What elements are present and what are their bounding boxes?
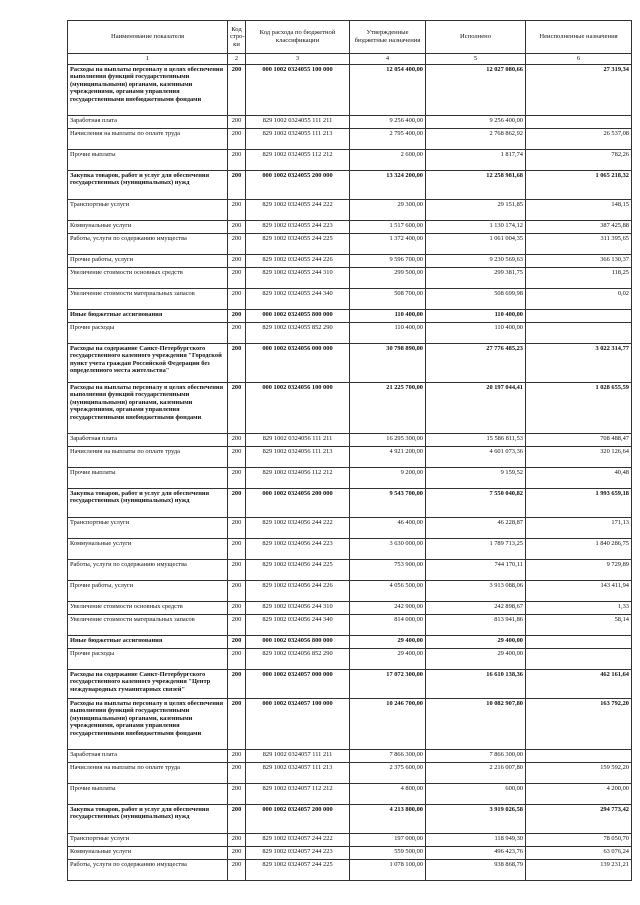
row-unexecuted-amount: 462 161,64 — [526, 669, 632, 698]
row-budget-code: 829 1002 0324057 111 213 — [246, 762, 350, 783]
row-line-code: 200 — [228, 288, 246, 309]
row-executed-amount: 1 817,74 — [426, 149, 526, 170]
row-name: Прочие расходы — [68, 648, 228, 669]
row-line-code: 200 — [228, 669, 246, 698]
row-approved-amount: 21 225 700,00 — [350, 382, 426, 433]
table-row — [68, 288, 632, 309]
row-budget-code: 000 1002 0324055 200 000 — [246, 170, 350, 199]
row-unexecuted-amount — [526, 322, 632, 343]
row-name: Заработная плата — [68, 433, 228, 446]
row-approved-amount: 12 054 400,00 — [350, 64, 426, 115]
table-row — [68, 267, 632, 288]
row-name: Начисления на выплаты по оплате труда — [68, 446, 228, 467]
budget-execution-table — [67, 20, 632, 881]
row-approved-amount: 1 517 600,00 — [350, 220, 426, 233]
column-number: 6 — [526, 54, 632, 65]
row-line-code: 200 — [228, 322, 246, 343]
row-name: Прочие выплаты — [68, 783, 228, 804]
row-budget-code: 829 1002 0324055 244 340 — [246, 288, 350, 309]
column-number: 1 — [68, 54, 228, 65]
row-unexecuted-amount: 143 411,94 — [526, 580, 632, 601]
header-bcc: Код расхода по бюджетной классификации — [246, 21, 350, 54]
row-budget-code: 829 1002 0324056 244 226 — [246, 580, 350, 601]
row-line-code: 200 — [228, 309, 246, 322]
row-name: Работы, услуги по содержанию имущества — [68, 559, 228, 580]
row-name: Расходы на выплаты персоналу в целях обеспечения выполнения функций государственными (муниципальными) органами, казенными учреждениями, органами управления государственными внебюджетными фондами — [68, 382, 228, 433]
row-budget-code: 829 1002 0324055 244 226 — [246, 254, 350, 267]
row-line-code: 200 — [228, 601, 246, 614]
row-approved-amount: 110 400,00 — [350, 322, 426, 343]
table-row — [68, 517, 632, 538]
row-executed-amount: 1 130 174,12 — [426, 220, 526, 233]
header-executed: Исполнено — [426, 21, 526, 54]
row-approved-amount: 2 600,00 — [350, 149, 426, 170]
row-executed-amount: 3 919 026,58 — [426, 804, 526, 833]
row-unexecuted-amount: 1 993 659,18 — [526, 488, 632, 517]
row-executed-amount: 1 789 713,25 — [426, 538, 526, 559]
table-row — [68, 149, 632, 170]
row-line-code: 200 — [228, 149, 246, 170]
row-name: Заработная плата — [68, 115, 228, 128]
row-approved-amount: 29 400,00 — [350, 648, 426, 669]
row-budget-code: 829 1002 0324056 111 211 — [246, 433, 350, 446]
table-row — [68, 648, 632, 669]
row-unexecuted-amount: 63 076,24 — [526, 846, 632, 859]
row-line-code: 200 — [228, 199, 246, 220]
table-row — [68, 538, 632, 559]
row-approved-amount: 814 000,00 — [350, 614, 426, 635]
row-line-code: 200 — [228, 382, 246, 433]
row-line-code: 200 — [228, 749, 246, 762]
row-unexecuted-amount: 9 729,89 — [526, 559, 632, 580]
row-name: Прочие выплаты — [68, 467, 228, 488]
column-number: 4 — [350, 54, 426, 65]
table-row — [68, 580, 632, 601]
table-row — [68, 220, 632, 233]
row-budget-code: 829 1002 0324057 244 225 — [246, 859, 350, 880]
row-approved-amount: 4 056 500,00 — [350, 580, 426, 601]
row-unexecuted-amount: 118,25 — [526, 267, 632, 288]
row-name: Транспортные услуги — [68, 517, 228, 538]
header-code: Код стро-ки — [228, 21, 246, 54]
table-row — [68, 635, 632, 648]
row-line-code: 200 — [228, 698, 246, 749]
table-row — [68, 601, 632, 614]
row-budget-code: 829 1002 0324057 112 212 — [246, 783, 350, 804]
table-row — [68, 64, 632, 115]
row-approved-amount: 29 300,00 — [350, 199, 426, 220]
row-name: Коммунальные услуги — [68, 220, 228, 233]
row-approved-amount: 110 400,00 — [350, 309, 426, 322]
row-line-code: 200 — [228, 648, 246, 669]
table-row — [68, 698, 632, 749]
row-unexecuted-amount: 58,14 — [526, 614, 632, 635]
row-budget-code: 829 1002 0324057 111 211 — [246, 749, 350, 762]
table-row — [68, 309, 632, 322]
table-row — [68, 115, 632, 128]
row-approved-amount: 46 400,00 — [350, 517, 426, 538]
row-unexecuted-amount: 387 425,88 — [526, 220, 632, 233]
row-executed-amount: 938 868,79 — [426, 859, 526, 880]
row-unexecuted-amount: 3 022 314,77 — [526, 343, 632, 382]
row-executed-amount: 110 400,00 — [426, 309, 526, 322]
row-budget-code: 829 1002 0324055 111 211 — [246, 115, 350, 128]
row-name: Расходы на содержание Санкт-Петербургского государственного казенного учреждения "Центр международных гуманитарных связей" — [68, 669, 228, 698]
row-name: Закупка товаров, работ и услуг для обеспечения государственных (муниципальных) нужд — [68, 170, 228, 199]
row-line-code: 200 — [228, 488, 246, 517]
header-approved: Утвержденные бюджетные назначения — [350, 21, 426, 54]
row-unexecuted-amount — [526, 115, 632, 128]
row-executed-amount: 15 586 811,53 — [426, 433, 526, 446]
row-approved-amount: 29 400,00 — [350, 635, 426, 648]
row-name: Коммунальные услуги — [68, 538, 228, 559]
table-row — [68, 833, 632, 846]
row-executed-amount: 242 898,67 — [426, 601, 526, 614]
row-line-code: 200 — [228, 220, 246, 233]
table-body — [68, 64, 632, 880]
row-budget-code: 829 1002 0324056 244 225 — [246, 559, 350, 580]
row-unexecuted-amount: 311 395,65 — [526, 233, 632, 254]
row-executed-amount: 7 866 300,00 — [426, 749, 526, 762]
row-approved-amount: 242 900,00 — [350, 601, 426, 614]
row-name: Работы, услуги по содержанию имущества — [68, 859, 228, 880]
row-line-code: 200 — [228, 128, 246, 149]
row-unexecuted-amount — [526, 749, 632, 762]
row-unexecuted-amount: 26 537,08 — [526, 128, 632, 149]
row-line-code: 200 — [228, 762, 246, 783]
row-name: Работы, услуги по содержанию имущества — [68, 233, 228, 254]
row-executed-amount: 2 768 862,92 — [426, 128, 526, 149]
row-line-code: 200 — [228, 559, 246, 580]
row-unexecuted-amount: 294 773,42 — [526, 804, 632, 833]
table-row — [68, 488, 632, 517]
row-unexecuted-amount — [526, 648, 632, 669]
row-executed-amount: 46 228,87 — [426, 517, 526, 538]
column-number-row — [68, 54, 632, 65]
row-budget-code: 829 1002 0324056 244 222 — [246, 517, 350, 538]
table-row — [68, 559, 632, 580]
row-name: Начисления на выплаты по оплате труда — [68, 762, 228, 783]
row-budget-code: 829 1002 0324056 244 340 — [246, 614, 350, 635]
row-approved-amount: 1 372 400,00 — [350, 233, 426, 254]
row-approved-amount: 17 072 300,00 — [350, 669, 426, 698]
row-line-code: 200 — [228, 580, 246, 601]
row-unexecuted-amount: 0,02 — [526, 288, 632, 309]
row-executed-amount: 29 151,85 — [426, 199, 526, 220]
row-name: Прочие работы, услуги — [68, 580, 228, 601]
row-budget-code: 000 1002 0324057 200 000 — [246, 804, 350, 833]
row-budget-code: 000 1002 0324056 800 000 — [246, 635, 350, 648]
row-approved-amount: 559 500,00 — [350, 846, 426, 859]
row-unexecuted-amount: 4 200,00 — [526, 783, 632, 804]
row-name: Начисления на выплаты по оплате труда — [68, 128, 228, 149]
row-budget-code: 829 1002 0324055 244 225 — [246, 233, 350, 254]
row-unexecuted-amount: 320 126,64 — [526, 446, 632, 467]
row-name: Расходы на содержание Санкт-Петербургского государственного казенного учреждения "Городской пункт учета граждан Российской Федерации без определенного места жительства" — [68, 343, 228, 382]
row-budget-code: 829 1002 0324055 852 290 — [246, 322, 350, 343]
row-budget-code: 829 1002 0324056 112 212 — [246, 467, 350, 488]
row-unexecuted-amount: 171,13 — [526, 517, 632, 538]
row-budget-code: 829 1002 0324057 244 223 — [246, 846, 350, 859]
row-unexecuted-amount: 78 050,70 — [526, 833, 632, 846]
row-executed-amount: 508 699,98 — [426, 288, 526, 309]
row-approved-amount: 16 295 300,00 — [350, 433, 426, 446]
row-budget-code: 000 1002 0324056 100 000 — [246, 382, 350, 433]
table-row — [68, 382, 632, 433]
row-unexecuted-amount: 782,26 — [526, 149, 632, 170]
row-budget-code: 829 1002 0324055 244 223 — [246, 220, 350, 233]
row-budget-code: 829 1002 0324055 244 222 — [246, 199, 350, 220]
table-row — [68, 467, 632, 488]
row-line-code: 200 — [228, 859, 246, 880]
row-unexecuted-amount: 139 231,21 — [526, 859, 632, 880]
table-row — [68, 433, 632, 446]
row-executed-amount: 2 216 007,80 — [426, 762, 526, 783]
row-budget-code: 829 1002 0324057 244 222 — [246, 833, 350, 846]
row-budget-code: 000 1002 0324057 100 000 — [246, 698, 350, 749]
row-name: Заработная плата — [68, 749, 228, 762]
row-line-code: 200 — [228, 538, 246, 559]
row-executed-amount: 20 197 044,41 — [426, 382, 526, 433]
row-name: Увеличение стоимости материальных запасов — [68, 288, 228, 309]
row-name: Увеличение стоимости основных средств — [68, 267, 228, 288]
column-number: 3 — [246, 54, 350, 65]
column-number: 5 — [426, 54, 526, 65]
row-unexecuted-amount: 1 065 218,32 — [526, 170, 632, 199]
row-unexecuted-amount: 159 592,20 — [526, 762, 632, 783]
row-line-code: 200 — [228, 846, 246, 859]
row-line-code: 200 — [228, 254, 246, 267]
table-header-row — [68, 21, 632, 54]
row-name: Иные бюджетные ассигнования — [68, 309, 228, 322]
row-budget-code: 829 1002 0324055 244 310 — [246, 267, 350, 288]
budget-report-sheet — [67, 20, 631, 881]
row-budget-code: 829 1002 0324056 111 213 — [246, 446, 350, 467]
row-name: Коммунальные услуги — [68, 846, 228, 859]
row-approved-amount: 30 798 890,00 — [350, 343, 426, 382]
table-row — [68, 804, 632, 833]
row-executed-amount: 744 170,11 — [426, 559, 526, 580]
row-executed-amount: 29 400,00 — [426, 648, 526, 669]
row-executed-amount: 813 941,86 — [426, 614, 526, 635]
row-line-code: 200 — [228, 517, 246, 538]
row-executed-amount: 16 610 138,36 — [426, 669, 526, 698]
row-executed-amount: 12 027 080,66 — [426, 64, 526, 115]
row-name: Транспортные услуги — [68, 833, 228, 846]
row-approved-amount: 9 596 700,00 — [350, 254, 426, 267]
row-line-code: 200 — [228, 614, 246, 635]
row-line-code: 200 — [228, 233, 246, 254]
row-line-code: 200 — [228, 783, 246, 804]
table-row — [68, 322, 632, 343]
table-row — [68, 783, 632, 804]
row-approved-amount: 7 866 300,00 — [350, 749, 426, 762]
row-unexecuted-amount: 708 488,47 — [526, 433, 632, 446]
row-approved-amount: 753 900,00 — [350, 559, 426, 580]
row-executed-amount: 12 258 981,68 — [426, 170, 526, 199]
row-name: Расходы на выплаты персоналу в целях обеспечения выполнения функций государственными (муниципальными) органами, казенными учреждениями, органами управления государственными внебюджетными фондами — [68, 698, 228, 749]
row-executed-amount: 1 061 004,35 — [426, 233, 526, 254]
row-line-code: 200 — [228, 446, 246, 467]
header-unexecuted: Неисполненные назначения — [526, 21, 632, 54]
row-approved-amount: 4 921 200,00 — [350, 446, 426, 467]
row-executed-amount: 299 381,75 — [426, 267, 526, 288]
row-approved-amount: 2 795 400,00 — [350, 128, 426, 149]
row-line-code: 200 — [228, 343, 246, 382]
row-unexecuted-amount: 1 840 286,75 — [526, 538, 632, 559]
row-budget-code: 829 1002 0324056 244 223 — [246, 538, 350, 559]
row-executed-amount: 9 159,52 — [426, 467, 526, 488]
column-number: 2 — [228, 54, 246, 65]
row-unexecuted-amount: 163 792,20 — [526, 698, 632, 749]
row-executed-amount: 7 550 040,82 — [426, 488, 526, 517]
table-row — [68, 762, 632, 783]
row-name: Увеличение стоимости материальных запасов — [68, 614, 228, 635]
row-approved-amount: 508 700,00 — [350, 288, 426, 309]
row-unexecuted-amount — [526, 309, 632, 322]
row-executed-amount: 496 423,76 — [426, 846, 526, 859]
row-unexecuted-amount: 1,33 — [526, 601, 632, 614]
row-unexecuted-amount — [526, 635, 632, 648]
row-budget-code: 829 1002 0324055 111 213 — [246, 128, 350, 149]
row-budget-code: 829 1002 0324056 244 310 — [246, 601, 350, 614]
table-row — [68, 233, 632, 254]
row-line-code: 200 — [228, 804, 246, 833]
row-line-code: 200 — [228, 467, 246, 488]
row-line-code: 200 — [228, 833, 246, 846]
row-approved-amount: 4 800,00 — [350, 783, 426, 804]
row-budget-code: 829 1002 0324056 852 290 — [246, 648, 350, 669]
row-approved-amount: 1 078 100,00 — [350, 859, 426, 880]
table-row — [68, 254, 632, 267]
row-executed-amount: 110 400,00 — [426, 322, 526, 343]
table-row — [68, 343, 632, 382]
row-budget-code: 829 1002 0324055 112 212 — [246, 149, 350, 170]
row-executed-amount: 4 601 073,36 — [426, 446, 526, 467]
row-budget-code: 000 1002 0324055 100 000 — [246, 64, 350, 115]
header-name: Наименование показателя — [68, 21, 228, 54]
row-approved-amount: 4 213 800,00 — [350, 804, 426, 833]
table-row — [68, 846, 632, 859]
row-name: Прочие выплаты — [68, 149, 228, 170]
row-budget-code: 000 1002 0324056 000 000 — [246, 343, 350, 382]
row-approved-amount: 299 500,00 — [350, 267, 426, 288]
row-budget-code: 000 1002 0324057 000 000 — [246, 669, 350, 698]
row-line-code: 200 — [228, 64, 246, 115]
table-row — [68, 128, 632, 149]
row-line-code: 200 — [228, 433, 246, 446]
row-name: Иные бюджетные ассигнования — [68, 635, 228, 648]
row-unexecuted-amount: 27 319,34 — [526, 64, 632, 115]
row-executed-amount: 29 400,00 — [426, 635, 526, 648]
row-executed-amount: 9 230 569,63 — [426, 254, 526, 267]
row-unexecuted-amount: 148,15 — [526, 199, 632, 220]
row-executed-amount: 118 949,30 — [426, 833, 526, 846]
row-unexecuted-amount: 1 028 655,59 — [526, 382, 632, 433]
row-budget-code: 000 1002 0324056 200 000 — [246, 488, 350, 517]
row-unexecuted-amount: 40,48 — [526, 467, 632, 488]
row-approved-amount: 10 246 700,00 — [350, 698, 426, 749]
row-approved-amount: 2 375 600,00 — [350, 762, 426, 783]
table-row — [68, 614, 632, 635]
row-approved-amount: 3 630 000,00 — [350, 538, 426, 559]
row-executed-amount: 600,00 — [426, 783, 526, 804]
row-executed-amount: 9 256 400,00 — [426, 115, 526, 128]
row-executed-amount: 27 776 485,23 — [426, 343, 526, 382]
table-row — [68, 170, 632, 199]
row-approved-amount: 13 324 200,00 — [350, 170, 426, 199]
row-approved-amount: 197 000,00 — [350, 833, 426, 846]
row-name: Прочие работы, услуги — [68, 254, 228, 267]
row-name: Увеличение стоимости основных средств — [68, 601, 228, 614]
row-name: Прочие расходы — [68, 322, 228, 343]
row-approved-amount: 9 256 400,00 — [350, 115, 426, 128]
table-row — [68, 199, 632, 220]
row-approved-amount: 9 543 700,00 — [350, 488, 426, 517]
row-executed-amount: 3 913 088,06 — [426, 580, 526, 601]
row-executed-amount: 10 082 907,80 — [426, 698, 526, 749]
row-name: Транспортные услуги — [68, 199, 228, 220]
row-name: Расходы на выплаты персоналу в целях обеспечения выполнения функций государственными (муниципальными) органами, казенными учреждениями, органами управления государственными внебюджетными фондами — [68, 64, 228, 115]
row-budget-code: 000 1002 0324055 800 000 — [246, 309, 350, 322]
row-line-code: 200 — [228, 115, 246, 128]
row-line-code: 200 — [228, 170, 246, 199]
row-name: Закупка товаров, работ и услуг для обеспечения государственных (муниципальных) нужд — [68, 804, 228, 833]
table-row — [68, 446, 632, 467]
table-row — [68, 749, 632, 762]
row-line-code: 200 — [228, 267, 246, 288]
table-row — [68, 859, 632, 880]
row-approved-amount: 9 200,00 — [350, 467, 426, 488]
row-unexecuted-amount: 366 130,37 — [526, 254, 632, 267]
table-row — [68, 669, 632, 698]
row-name: Закупка товаров, работ и услуг для обеспечения государственных (муниципальных) нужд — [68, 488, 228, 517]
row-line-code: 200 — [228, 635, 246, 648]
